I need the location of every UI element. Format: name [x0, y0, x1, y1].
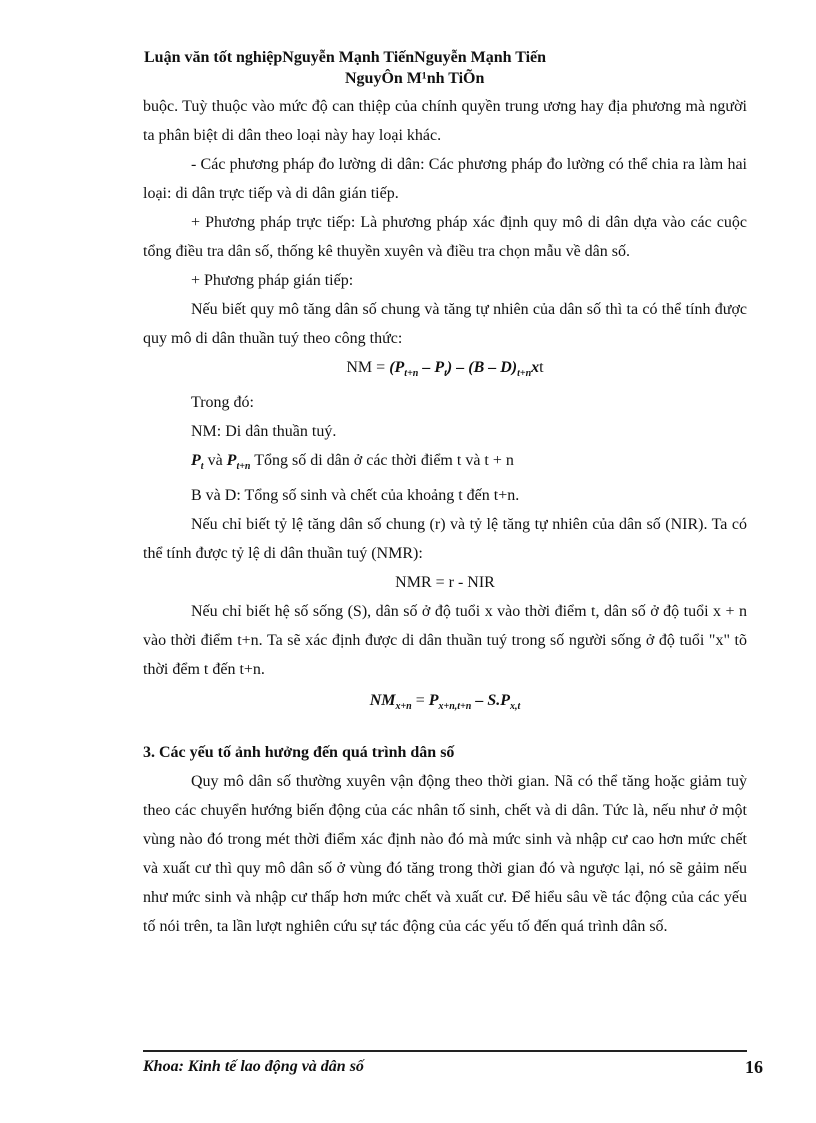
- paragraph-where: Trong đó:: [191, 394, 254, 412]
- page-footer: [143, 1056, 763, 1078]
- paragraph-continuation: buộc. Tuỳ thuộc vào mức độ can thiệp của chính quyền trung ương hay địa phương mà người ta phân biệt di dân theo loại này hay loại khác.: [143, 98, 747, 144]
- document-body: [143, 92, 747, 941]
- page-header: [140, 47, 760, 89]
- paragraph-factors: Quy mô dân số thường xuyên vận động theo thời gian. Nã có thể tăng hoặc giảm tuỳ theo các chuyển hướng biến động của các nhân tố sinh, chết và di dân. Tức là, nếu như ở một vùng nào đó trong mét thời điểm xác định nào đó mà mức sinh và nhập cư cao hơn mức chết và xuất cư thì quy mô dân số ở vùng đó tăng trong thời gian đó và ngược lại, nó sẽ gảim nếu như mức sinh và nhập cư thấp hơn mức chết và xuất cư. Để hiểu sâu về tác động của các yếu tố nói trên, ta lần lượt nghiên cứu sự tác động của các yếu tố đến quá trình dân số.: [143, 772, 747, 935]
- footer-department: Khoa: Kinh tế lao động và dân số: [143, 1058, 364, 1075]
- section-heading: 3. Các yếu tố ảnh hưởng đến quá trình dân số: [143, 743, 455, 761]
- definition-b-d: B và D: Tổng số sinh và chết của khoảng t đến t+n.: [191, 487, 520, 505]
- paragraph-net-migration-intro: Nếu biết quy mô tăng dân số chung và tăng tự nhiên của dân số thì ta có thể tính được quy mô di dân thuần tuý theo công thức:: [143, 301, 747, 347]
- paragraph-indirect-method: + Phương pháp gián tiếp:: [191, 272, 354, 289]
- definition-pt: $P_t$ và $P_{t+n}$ Tổng số di dân ở các thời điểm t và t + n: [191, 452, 514, 473]
- header-line-1: Luận văn tốt nghiệpNguyễn Mạnh TiếnNguyễn Mạnh Tiến: [144, 49, 547, 66]
- paragraph-measurement-methods: - Các phương pháp đo lường di dân: Các phương pháp đo lường có thể chia ra làm hai loại: di dân trực tiếp và di dân gián tiếp.: [143, 156, 747, 202]
- page-number: 16: [745, 1057, 763, 1077]
- formula-net-migration: NM = $(P_{t+n} - P_t) - (B - D)_{t+n}xt$: [346, 359, 544, 380]
- paragraph-direct-method: + Phương pháp trực tiếp: Là phương pháp xác định quy mô di dân dựa vào các cuộc tổng điều tra dân số, thống kê thuyền xuyên và điều tra chọn mẫu về dân số.: [143, 214, 747, 260]
- paragraph-nmr-intro: Nếu chỉ biết tỷ lệ tăng dân số chung (r) và tỷ lệ tăng tự nhiên của dân số (NIR). Ta có thể tính được tỷ lệ di dân thuần tuý (NMR):: [143, 516, 747, 563]
- footer-divider: [143, 1050, 747, 1052]
- formula-nmr: NMR = r - NIR: [395, 574, 495, 592]
- definition-nm: NM: Di dân thuần tuý.: [191, 423, 337, 441]
- header-line-2: NguyÔn M¹nh TiÕn: [345, 70, 485, 87]
- paragraph-survival-intro: Nếu chỉ biết hệ số sống (S), dân số ở độ tuổi x vào thời điểm t, dân số ở độ tuổi x + n vào thời điểm t+n. Ta sẽ xác định được di dân thuần tuý trong số người sống ở độ tuổi "x" tõ thời đểm t đến t+n.: [143, 603, 747, 679]
- formula-survival: $NM_{x+n} = P_{x+n,t+n} - S.P_{x,t}$: [369, 692, 521, 713]
